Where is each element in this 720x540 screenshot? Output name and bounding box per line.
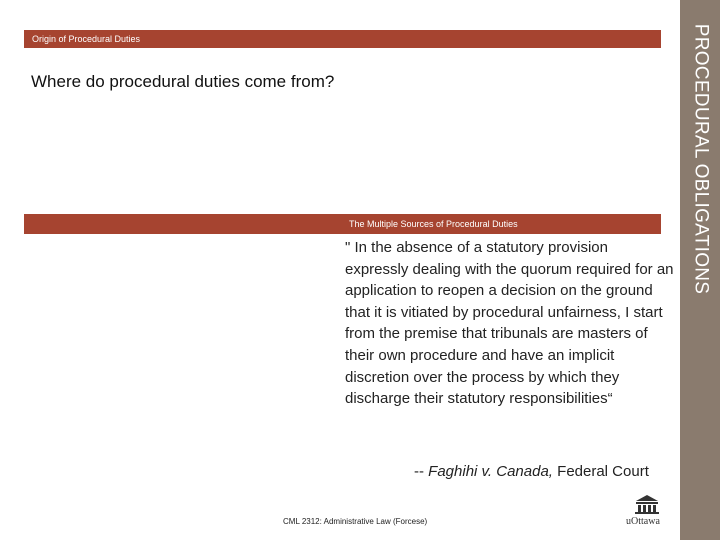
slide-heading: Where do procedural duties come from?	[31, 72, 335, 91]
section-label: Origin of Procedural Duties	[32, 34, 141, 44]
quote-text: " In the absence of a statutory provision expressly dealing with the quorum required for an application to reopen a decision on the ground that it is vitiated by procedural unfairness, I start from the premise that tribunals are masters of their own procedure and have an implicit discretion over the process by which they discharge their statutory responsibilities“	[345, 239, 674, 408]
footer-text: CML 2312: Administrative Law (Forcese)	[283, 517, 428, 526]
side-title-text: PROCEDURAL OBLIGATIONS	[690, 23, 712, 295]
citation-prefix: --	[414, 463, 429, 480]
citation-case: Faghihi v. Canada,	[428, 463, 553, 480]
section-label-bar	[24, 30, 661, 48]
subsection-label: The Multiple Sources of Procedural Duties	[349, 219, 518, 229]
subsection-bar	[24, 214, 661, 234]
side-title	[676, 23, 720, 295]
citation-court: Federal Court	[552, 463, 649, 480]
logo-text: uOttawa	[626, 516, 660, 527]
citation	[414, 463, 649, 480]
